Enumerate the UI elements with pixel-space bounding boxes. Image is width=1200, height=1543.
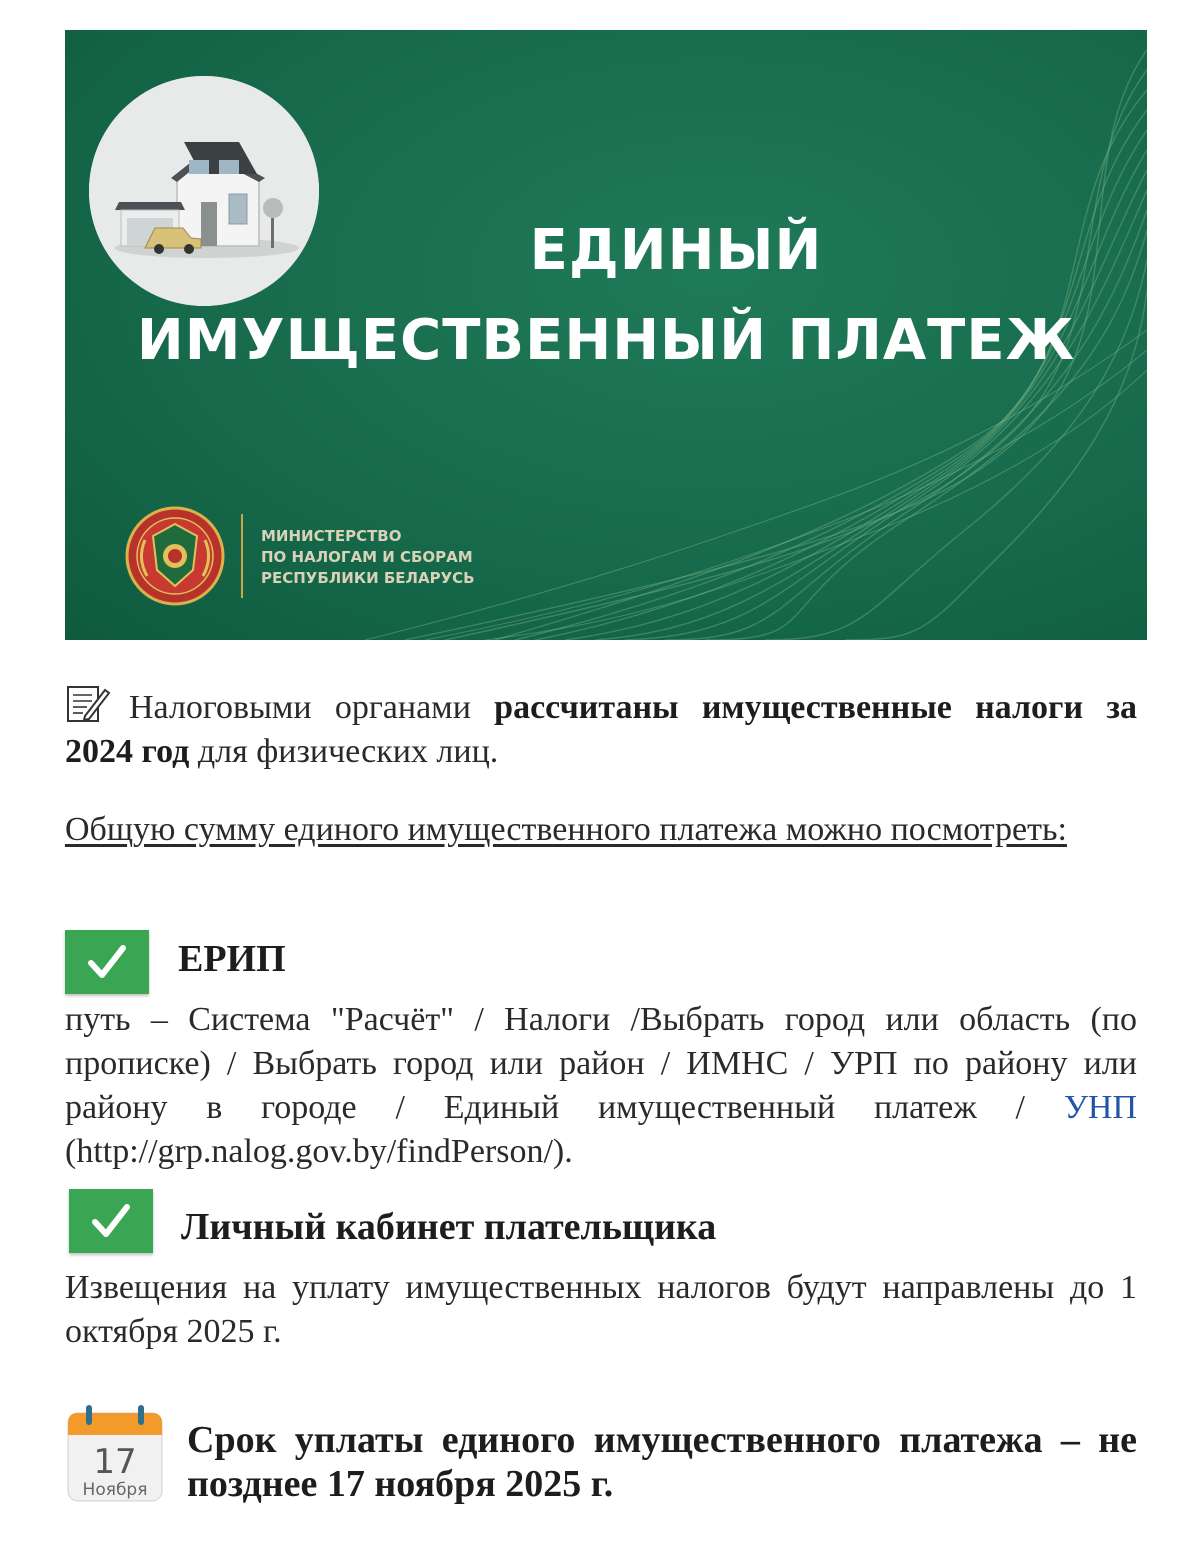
- erip-check-box: [65, 930, 149, 994]
- intro-text-after: для физических лиц.: [189, 733, 499, 770]
- cabinet-check-box: [69, 1189, 153, 1253]
- banner-title-line2: ИМУЩЕСТВЕННЫЙ ПЛАТЕЖ: [136, 308, 1076, 373]
- erip-path: [65, 998, 1137, 1174]
- check-icon: [69, 1189, 153, 1253]
- banner: [65, 30, 1147, 640]
- cabinet-text: Извещения на уплату имущественных налогов будут направлены до 1 октября 2025 г.: [65, 1269, 1137, 1350]
- logo-divider: [241, 514, 243, 598]
- check-icon: [65, 930, 149, 994]
- ministry-line: РЕСПУБЛИКИ БЕЛАРУСЬ: [261, 569, 475, 587]
- erip-path-text: путь – Система "Расчёт" / Налоги /Выбрать город или область (по прописке) / Выбрать город или район / ИМНС / УРП по району или району в городе / Единый имущественный платеж /: [65, 1001, 1137, 1126]
- deadline-text: Срок уплаты единого имущественного платежа – не позднее 17 ноября 2025 г.: [187, 1419, 1137, 1505]
- banner-title-line1: ЕДИНЫЙ: [529, 218, 823, 283]
- calendar-month: Ноября: [82, 1480, 148, 1500]
- ministry-line: МИНИСТЕРСТВО: [261, 527, 402, 545]
- unp-link[interactable]: УНП: [1063, 1089, 1137, 1126]
- memo-icon: [65, 684, 111, 724]
- ministry-line: ПО НАЛОГАМ И СБОРАМ: [261, 548, 473, 566]
- ministry-name: [261, 526, 521, 589]
- emblem-icon: [125, 506, 225, 606]
- erip-heading: ЕРИП: [178, 938, 286, 980]
- calendar-day: 17: [93, 1442, 137, 1482]
- cabinet-heading: Личный кабинет плательщика: [181, 1206, 717, 1248]
- intro-text: Налоговыми органами: [129, 689, 495, 726]
- calendar-icon: [66, 1403, 164, 1503]
- subtitle: Общую сумму единого имущественного платежа можно посмотреть:: [65, 811, 1067, 848]
- erip-path-url: (http://grp.nalog.gov.by/findPerson/).: [65, 1133, 573, 1170]
- intro-bold: рассчитаны имущественные налоги за 2024 год: [65, 689, 1137, 770]
- intro-paragraph: [65, 684, 1137, 774]
- ministry-emblem: [125, 506, 225, 606]
